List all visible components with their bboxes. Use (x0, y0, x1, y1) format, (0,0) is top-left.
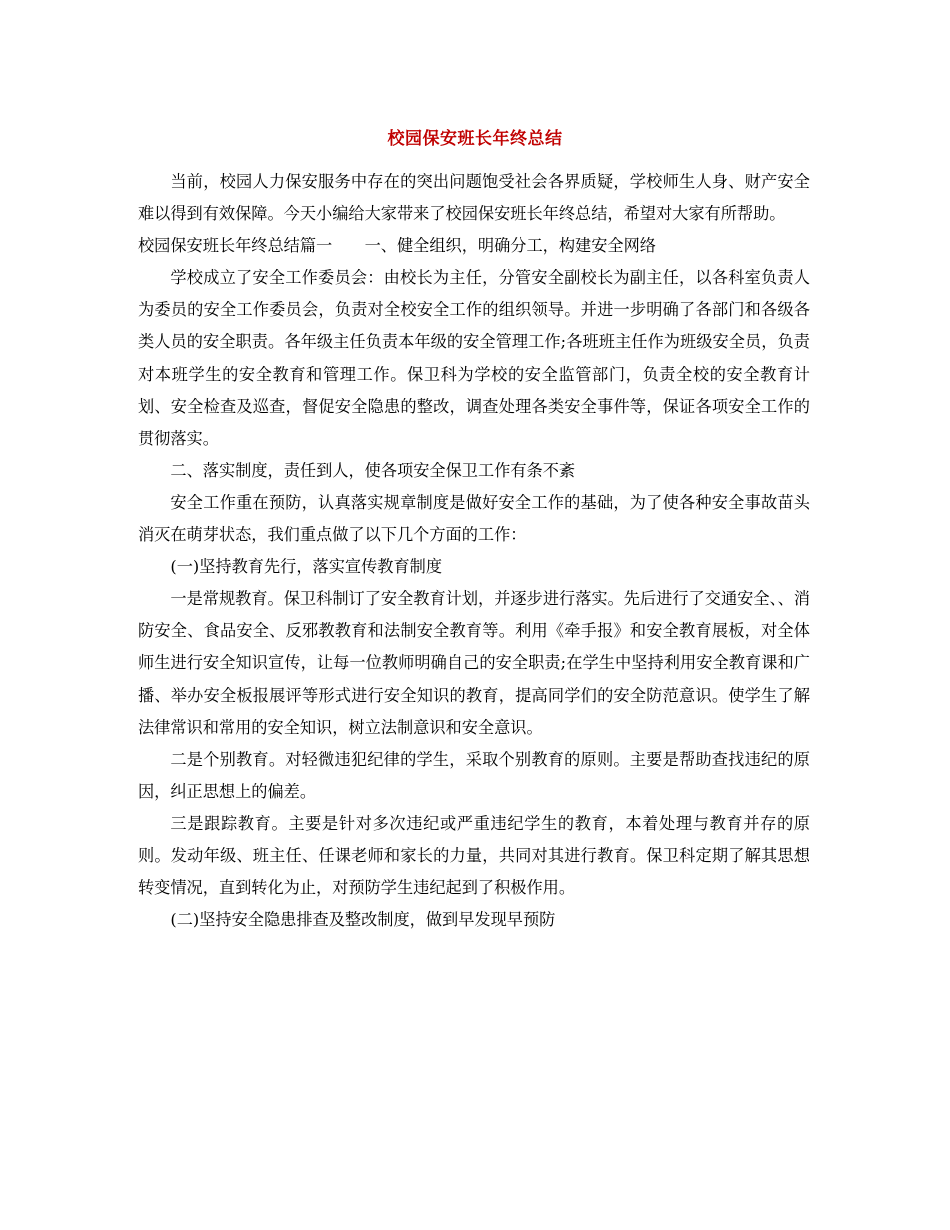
paragraph-heading-two: 二、落实制度，责任到人，使各项安全保卫工作有条不紊 (170, 460, 576, 480)
paragraph-prevention: 安全工作重在预防，认真落实规章制度是做好安全工作的基础，为了使各种安全事故苗头消灭在萌芽状态，我们重点做了以下几个方面的工作： (138, 492, 810, 545)
paragraph-regular-education: 一是常规教育。保卫科制订了安全教育计划，并逐步进行落实。先后进行了交通安全、、消防安全、食品安全、反邪教教育和法制安全教育等。利用《牵手报》和安全教育展板，对全体师生进行安全知识宣传，让每一位教师明确自己的安全职责;在学生中坚持利用安全教育课和广播、举办安全板报展评等形式进行安全知识的教育，提高同学们的安全防范意识。使学生了解法律常识和常用的安全知识，树立法制意识和安全意识。 (138, 589, 810, 737)
paragraph-subheading-two: (二)坚持安全隐患排查及整改制度，做到早发现早预防 (170, 910, 556, 930)
document-body (138, 166, 810, 936)
paragraph-organization: 学校成立了安全工作委员会：由校长为主任，分管安全副校长为副主任，以各科室负责人为委员的安全工作委员会，负责对全校安全工作的组织领导。并进一步明确了各部门和各级各类人员的安全职责。各年级主任负责本年级的安全管理工作;各班班主任作为班级安全员，负责对本班学生的安全教育和管理工作。保卫科为学校的安全监管部门，负责全校的安全教育计划、安全检查及巡查，督促安全隐患的整改，调查处理各类安全事件等，保证各项安全工作的贯彻落实。 (138, 268, 810, 448)
paragraph-tracking-education: 三是跟踪教育。主要是针对多次违纪或严重违纪学生的教育，本着处理与教育并存的原则。发动年级、班主任、任课老师和家长的力量，共同对其进行教育。保卫科定期了解其思想转变情况，直到转化为止，对预防学生违纪起到了积极作用。 (138, 813, 810, 898)
paragraph-subheading-one: (一)坚持教育先行，落实宣传教育制度 (170, 557, 443, 577)
paragraph-section-heading: 校园保安班长年终总结篇一 一、健全组织，明确分工，构建安全网络 (138, 236, 656, 256)
document-title: 校园保安班长年终总结 (387, 129, 563, 149)
paragraph-individual-education: 二是个别教育。对轻微违犯纪律的学生，采取个别教育的原则。主要是帮助查找违纪的原因，纠正思想上的偏差。 (138, 749, 810, 801)
paragraph-intro: 当前，校园人力保安服务中存在的突出问题饱受社会各界质疑，学校师生人身、财产安全难以得到有效保障。今天小编给大家带来了校园保安班长年终总结，希望对大家有所帮助。 (138, 172, 810, 224)
